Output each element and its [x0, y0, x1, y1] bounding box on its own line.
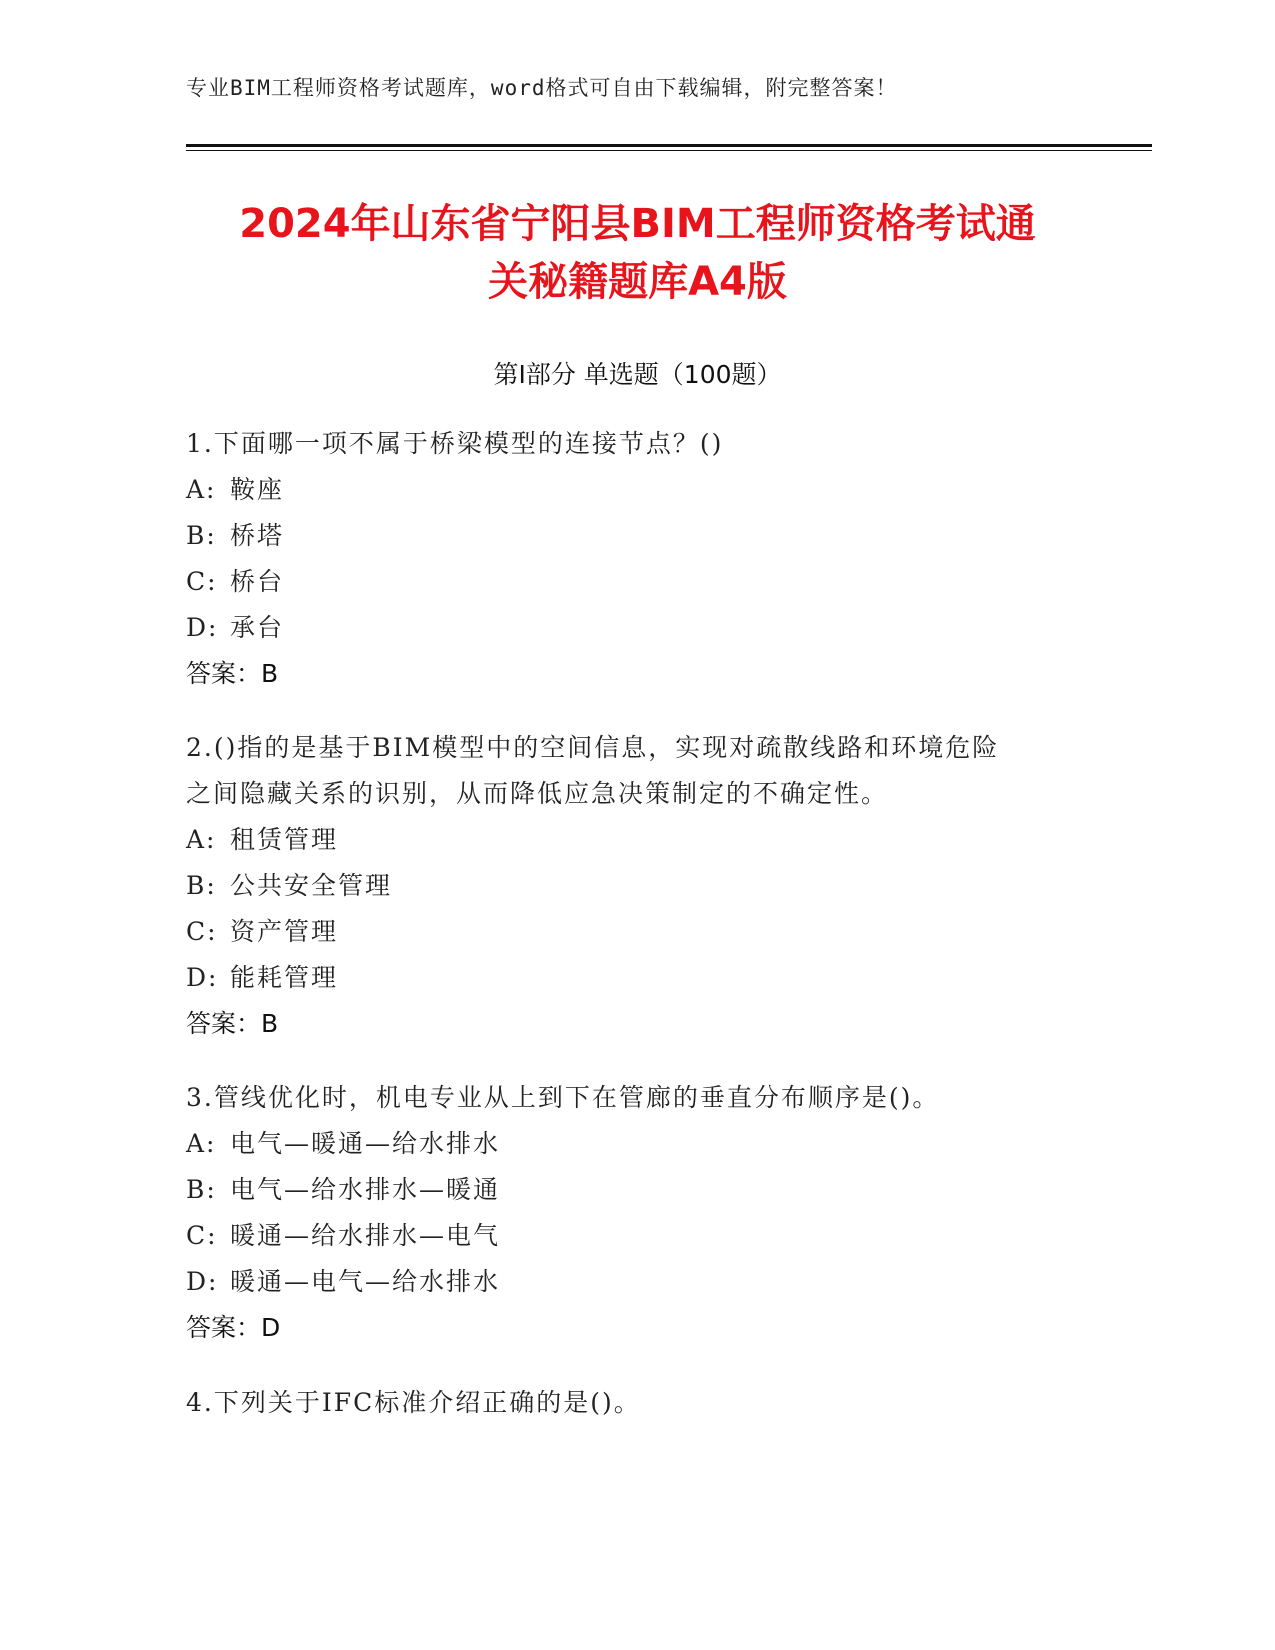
option-b: [186, 863, 1086, 909]
option-label: A:: [186, 825, 217, 854]
header-rule-thick: [186, 144, 1152, 147]
question-text: 4.下列关于IFC标准介绍正确的是()。: [186, 1388, 641, 1417]
answer: 答案：B: [186, 1009, 279, 1038]
option-text: 鞍座: [230, 475, 285, 504]
document-title-line2: 关秘籍题库A4版: [488, 259, 787, 305]
option-text: 资产管理: [230, 917, 339, 946]
question-3: [186, 1075, 1086, 1351]
section-title: 第Ⅰ部分 单选题（100题）: [493, 360, 782, 389]
option-label: D:: [186, 1267, 219, 1296]
option-text: 能耗管理: [230, 963, 339, 992]
option-c: [186, 1213, 1086, 1259]
option-label: A:: [186, 1129, 217, 1158]
option-c: [186, 559, 1086, 605]
option-label: B:: [186, 521, 217, 550]
option-text: 桥台: [230, 567, 285, 596]
document-title: [150, 195, 1125, 311]
option-a: [186, 1121, 1086, 1167]
option-c: [186, 909, 1086, 955]
option-label: C:: [186, 1221, 218, 1250]
header-rule-thin: [186, 150, 1152, 151]
document-title-line1: 2024年山东省宁阳县BIM工程师资格考试通: [239, 201, 1036, 247]
option-label: C:: [186, 567, 218, 596]
option-text: 电气—暖通—给水排水: [230, 1129, 501, 1158]
option-text: 承台: [230, 613, 285, 642]
option-text: 电气—给水排水—暖通: [230, 1175, 501, 1204]
question-text: 2.()指的是基于BIM模型中的空间信息，实现对疏散线路和环境危险 之间隐藏关系的识别，从而降低应急决策制定的不确定性。: [186, 733, 1000, 808]
option-label: B:: [186, 1175, 217, 1204]
option-d: [186, 1259, 1086, 1305]
question-1: [186, 421, 1086, 697]
option-b: [186, 513, 1086, 559]
answer: 答案：B: [186, 659, 279, 688]
question-text: 1.下面哪一项不属于桥梁模型的连接节点？(): [186, 429, 724, 458]
option-a: [186, 467, 1086, 513]
option-text: 公共安全管理: [230, 871, 393, 900]
question-4: [186, 1380, 1086, 1426]
option-d: [186, 605, 1086, 651]
question-text: 3.管线优化时，机电专业从上到下在管廊的垂直分布顺序是()。: [186, 1083, 940, 1112]
option-text: 暖通—电气—给水排水: [230, 1267, 501, 1296]
question-2: [186, 725, 1086, 1047]
option-text: 暖通—给水排水—电气: [230, 1221, 501, 1250]
option-a: [186, 817, 1086, 863]
option-label: B:: [186, 871, 217, 900]
option-b: [186, 1167, 1086, 1213]
option-label: C:: [186, 917, 218, 946]
answer: 答案：D: [186, 1313, 281, 1342]
option-label: D:: [186, 963, 219, 992]
option-label: A:: [186, 475, 217, 504]
header-note: 专业BIM工程师资格考试题库，word格式可自由下载编辑，附完整答案！: [186, 76, 898, 100]
option-text: 租赁管理: [230, 825, 339, 854]
option-d: [186, 955, 1086, 1001]
option-label: D:: [186, 613, 219, 642]
option-text: 桥塔: [230, 521, 285, 550]
